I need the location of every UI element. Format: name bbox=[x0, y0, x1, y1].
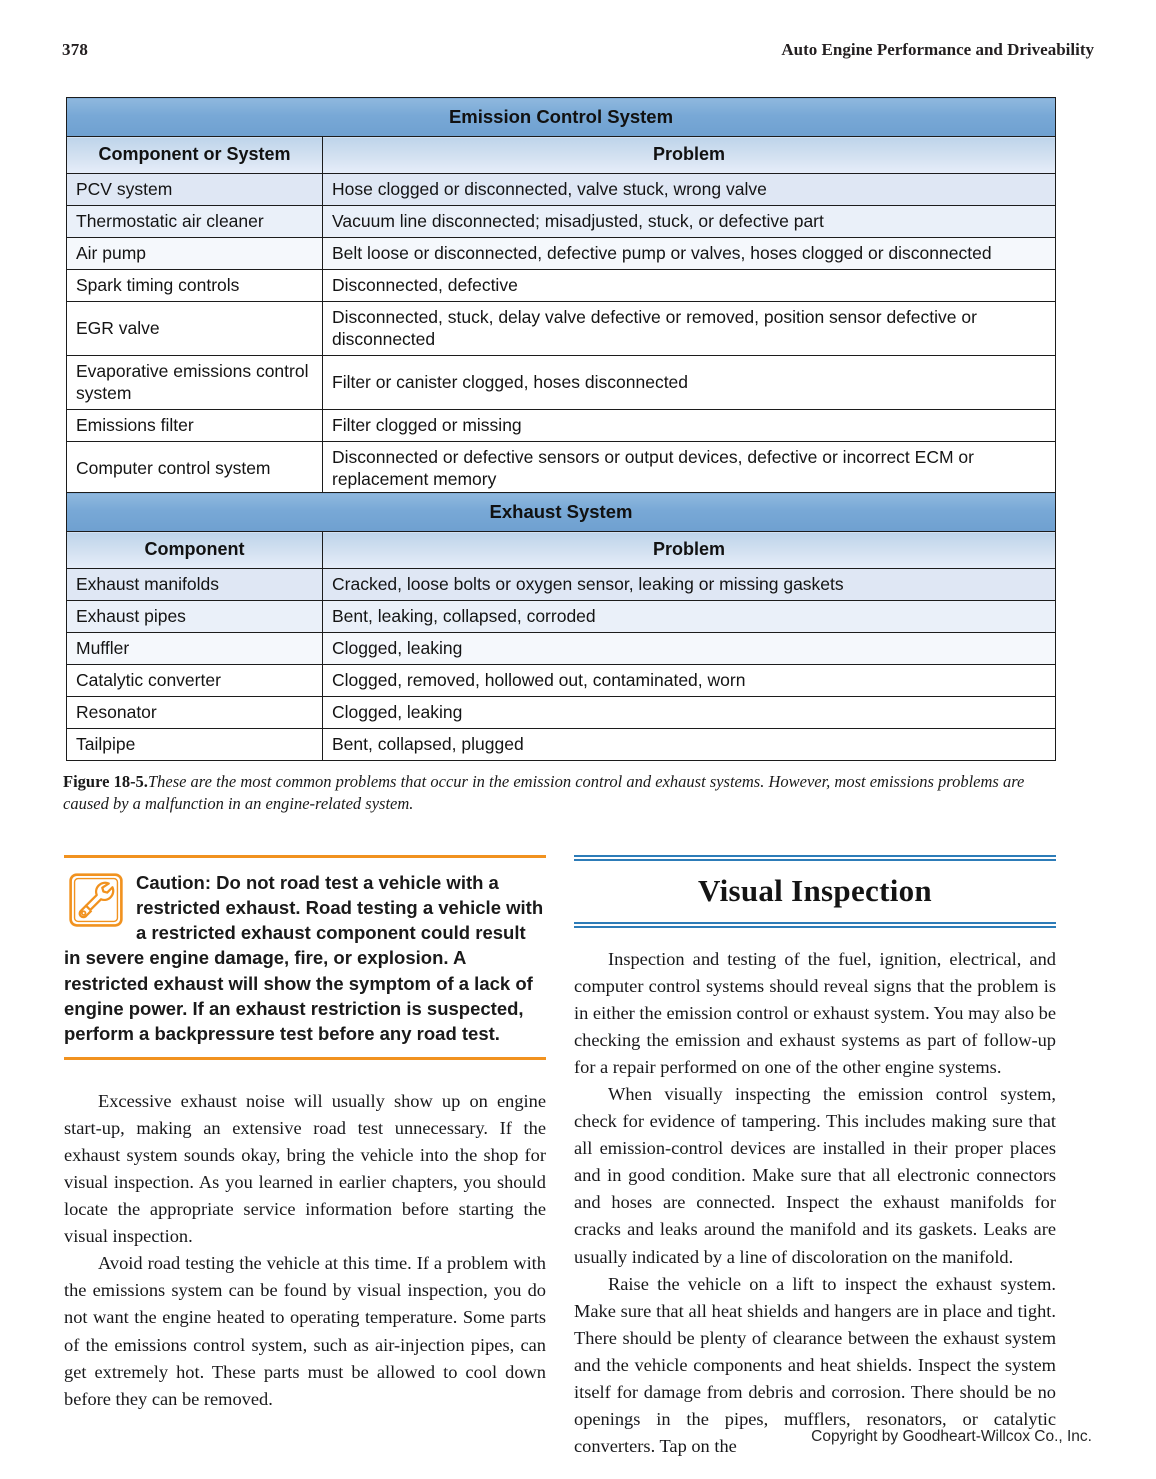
table-row bbox=[67, 601, 1056, 633]
cell-problem: Clogged, removed, hollowed out, contaminated, worn bbox=[323, 665, 1056, 697]
right-paragraph-1: Inspection and testing of the fuel, ignition, electrical, and computer control systems should reveal signs that the problem is in either the emission control or exhaust system. You may also be checking the emission and exhaust systems as part of follow-up for a repair performed on one of the other engine systems. bbox=[574, 949, 1056, 1078]
left-column bbox=[64, 855, 546, 1413]
cell-problem: Clogged, leaking bbox=[323, 633, 1056, 665]
column-header-problem: Problem bbox=[323, 137, 1056, 174]
cell-problem: Disconnected or defective sensors or output devices, defective or incorrect ECM or replacement memory bbox=[323, 442, 1056, 496]
table-row bbox=[67, 442, 1056, 496]
cell-problem: Disconnected, defective bbox=[323, 270, 1056, 302]
figure-label: Figure 18-5. bbox=[63, 772, 148, 791]
cell-problem: Vacuum line disconnected; misadjusted, stuck, or defective part bbox=[323, 206, 1056, 238]
cell-problem: Filter or canister clogged, hoses disconnected bbox=[323, 356, 1056, 410]
cell-component: Emissions filter bbox=[67, 410, 323, 442]
table-row bbox=[67, 633, 1056, 665]
table-row bbox=[67, 729, 1056, 761]
section-rule-top bbox=[574, 855, 1056, 861]
cell-component: Spark timing controls bbox=[67, 270, 323, 302]
emission-control-table-body bbox=[67, 173, 1056, 496]
cell-problem: Belt loose or disconnected, defective pump or valves, hoses clogged or disconnected bbox=[323, 238, 1056, 270]
table-title: Emission Control System bbox=[67, 98, 1056, 137]
cell-problem: Hose clogged or disconnected, valve stuck, wrong valve bbox=[323, 173, 1056, 205]
caution-body bbox=[64, 870, 546, 1046]
cell-component: PCV system bbox=[67, 173, 323, 205]
table-row bbox=[67, 665, 1056, 697]
left-paragraph-2: Avoid road testing the vehicle at this time. If a problem with the emissions system can be found by visual inspection, you do not want the engine heated to operating temperature. Some parts of the emissions control system, such as air-injection pipes, can get extremely hot. These parts must be allowed to cool down before they can be removed. bbox=[64, 1253, 546, 1409]
section-rule-bottom bbox=[574, 922, 1056, 928]
running-head bbox=[62, 40, 1094, 62]
cell-component: Thermostatic air cleaner bbox=[67, 206, 323, 238]
table-header-row bbox=[67, 532, 1056, 569]
cell-component: EGR valve bbox=[67, 302, 323, 356]
cell-component: Tailpipe bbox=[67, 729, 323, 761]
table-title-row bbox=[67, 98, 1056, 137]
table-row bbox=[67, 410, 1056, 442]
cell-problem: Bent, collapsed, plugged bbox=[323, 729, 1056, 761]
emission-control-table bbox=[66, 97, 1056, 496]
cell-component: Air pump bbox=[67, 238, 323, 270]
table-row bbox=[67, 238, 1056, 270]
section-heading: Visual Inspection bbox=[698, 873, 932, 908]
emission-control-table-wrapper bbox=[66, 97, 1056, 496]
table-header-row bbox=[67, 137, 1056, 174]
caution-text: Caution: Do not road test a vehicle with a restricted exhaust. Road testing a vehicle with a restricted exhaust component could result in severe engine damage, fire, or explosion. A restricted exhaust will show the symptom of a lack of engine power. If an exhaust restriction is suspected, perform a backpressure test before any road test. bbox=[64, 872, 544, 1044]
left-paragraph-1: Excessive exhaust noise will usually show up on engine start-up, making an extensive road test unnecessary. If the exhaust system sounds okay, bring the vehicle into the shop for visual inspection. As you learned in earlier chapters, you should locate the appropriate service information before starting the visual inspection. bbox=[64, 1091, 546, 1247]
cell-component: Exhaust pipes bbox=[67, 601, 323, 633]
cell-problem: Cracked, loose bolts or oxygen sensor, leaking or missing gaskets bbox=[323, 568, 1056, 600]
column-header-component: Component or System bbox=[67, 137, 323, 174]
table-row bbox=[67, 568, 1056, 600]
right-paragraph-2: When visually inspecting the emission control system, check for evidence of tampering. This includes making sure that all emission-control devices are installed in their proper places and in good condition. Make sure that all electronic connectors and hoses are connected. Inspect the exhaust manifolds for cracks and leaks around the manifold and its gaskets. Leaks are usually indicated by a line of discoloration on the manifold. bbox=[574, 1084, 1056, 1267]
cell-component: Muffler bbox=[67, 633, 323, 665]
table-row bbox=[67, 302, 1056, 356]
page-number: 378 bbox=[62, 40, 89, 59]
figure-caption bbox=[63, 771, 1063, 815]
cell-problem: Bent, leaking, collapsed, corroded bbox=[323, 601, 1056, 633]
cell-component: Exhaust manifolds bbox=[67, 568, 323, 600]
wrench-icon bbox=[68, 872, 124, 928]
table-row bbox=[67, 697, 1056, 729]
cell-component: Resonator bbox=[67, 697, 323, 729]
cell-problem: Filter clogged or missing bbox=[323, 410, 1056, 442]
table-title-row bbox=[67, 493, 1056, 532]
table-row bbox=[67, 206, 1056, 238]
exhaust-system-table-wrapper bbox=[66, 492, 1056, 761]
running-head-title: Auto Engine Performance and Driveability bbox=[781, 40, 1094, 59]
right-paragraph-3: Raise the vehicle on a lift to inspect the exhaust system. Make sure that all heat shields and hangers are in place and tight. There should be plenty of clearance between the exhaust system and the vehicle components and heat shields. Inspect the system itself for damage from debris and corrosion. There should be no openings in the pipes, mufflers, resonators, or catalytic converters. Tap on the bbox=[574, 1273, 1056, 1456]
column-header-component: Component bbox=[67, 532, 323, 569]
copyright-footer: Copyright by Goodheart-Willcox Co., Inc. bbox=[811, 1428, 1092, 1445]
table-row bbox=[67, 270, 1056, 302]
table-row bbox=[67, 173, 1056, 205]
table-row bbox=[67, 356, 1056, 410]
exhaust-system-table bbox=[66, 492, 1056, 761]
right-column bbox=[574, 855, 1056, 1460]
cell-problem: Clogged, leaking bbox=[323, 697, 1056, 729]
figure-caption-text: These are the most common problems that occur in the emission control and exhaust systems. However, most emissions problems are caused by a malfunction in an engine-related system. bbox=[63, 772, 1025, 813]
table-title: Exhaust System bbox=[67, 493, 1056, 532]
cell-component: Evaporative emissions control system bbox=[67, 356, 323, 410]
cell-component: Catalytic converter bbox=[67, 665, 323, 697]
cell-component: Computer control system bbox=[67, 442, 323, 496]
cell-problem: Disconnected, stuck, delay valve defective or removed, position sensor defective or disconnected bbox=[323, 302, 1056, 356]
caution-box bbox=[64, 855, 546, 1060]
column-header-problem: Problem bbox=[323, 532, 1056, 569]
exhaust-system-table-body bbox=[67, 568, 1056, 760]
